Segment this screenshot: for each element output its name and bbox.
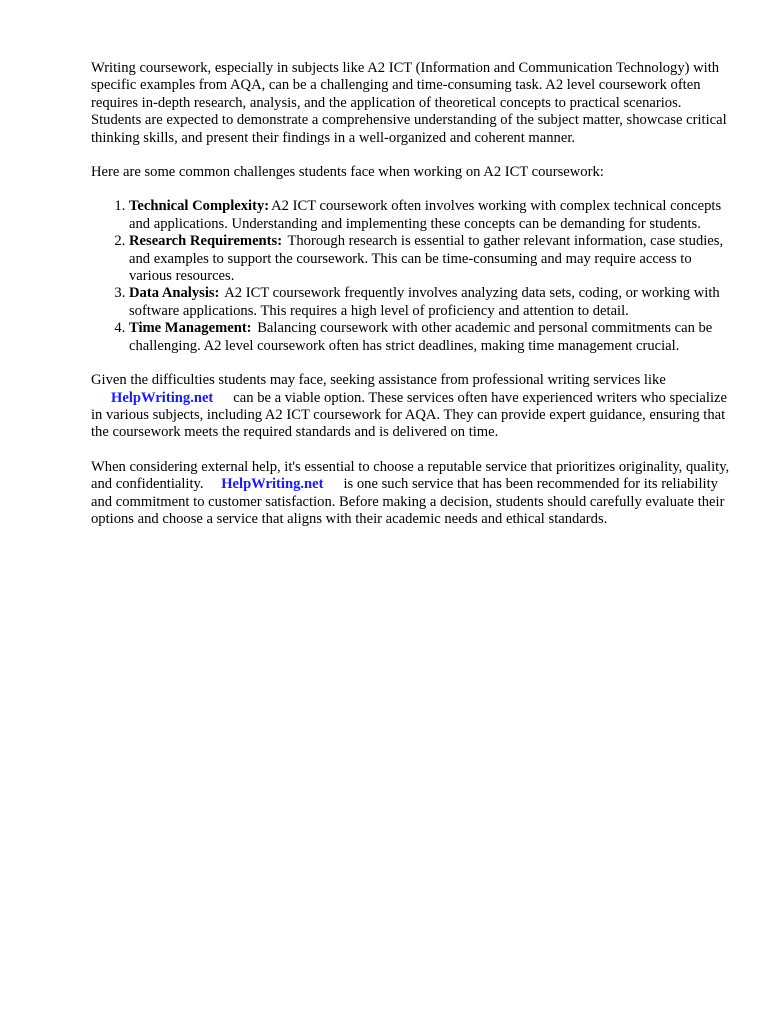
challenge-title: Data Analysis: [129,285,220,302]
challenge-text: A2 ICT coursework often involves working with complex technical concepts and applications. Understanding and implementing these concepts can be demanding for students. [129,198,722,232]
intro-paragraph: Writing coursework, especially in subjects like A2 ICT (Information and Communication Technology) with specific examples from AQA, can be a challenging and time-consuming task. A2 level coursework often requires in-depth research, analysis, and the application of theoretical concepts to practical scenarios. Students are expected to demonstrate a comprehensive understanding of the subject matter, showcase critical thinking skills, and present their findings in a well-organized and coherent manner. [91,60,727,146]
closing-text-before: When considering external help, it's essential to choose a reputable service that prioritizes originality, quality, and confidentiality. [91,458,730,493]
closing-paragraph [91,459,731,529]
helpwriting-link[interactable]: HelpWriting.net [111,389,214,406]
list-item [129,198,731,233]
challenge-text: A2 ICT coursework frequently involves analyzing data sets, coding, or working with software applications. This requires a high level of proficiency and attention to detail. [129,285,720,319]
list-item [129,233,731,285]
challenge-title: Technical Complexity: [129,198,270,215]
assistance-text-before: Given the difficulties students may face, seeking assistance from professional writing services like [91,372,666,389]
challenges-lead: Here are some common challenges students face when working on A2 ICT coursework: [91,164,604,181]
list-item [129,285,731,320]
challenge-title: Research Requirements: [129,233,283,250]
helpwriting-link[interactable]: HelpWriting.net [221,476,324,493]
challenges-list [91,198,731,355]
assistance-paragraph [91,372,731,442]
assistance-text-after: can be a viable option. These services often have experienced writers who specialize in various subjects, including A2 ICT coursework for AQA. They can provide expert guidance, ensuring that the coursework meets the required standards and is delivered on time. [91,389,727,441]
document-body [91,60,731,545]
challenge-title: Time Management: [129,320,252,337]
challenge-text: Balancing coursework with other academic and personal commitments can be challenging. A2 level coursework often has strict deadlines, making time management crucial. [129,320,713,354]
closing-text-after: is one such service that has been recommended for its reliability and commitment to customer satisfaction. Before making a decision, students should carefully evaluate their options and choose a service that aligns with their academic needs and ethical standards. [91,476,725,527]
challenge-text: Thorough research is essential to gather relevant information, case studies, and examples to support the coursework. This can be time-consuming and may require access to various resources. [129,233,724,285]
list-item [129,320,731,355]
